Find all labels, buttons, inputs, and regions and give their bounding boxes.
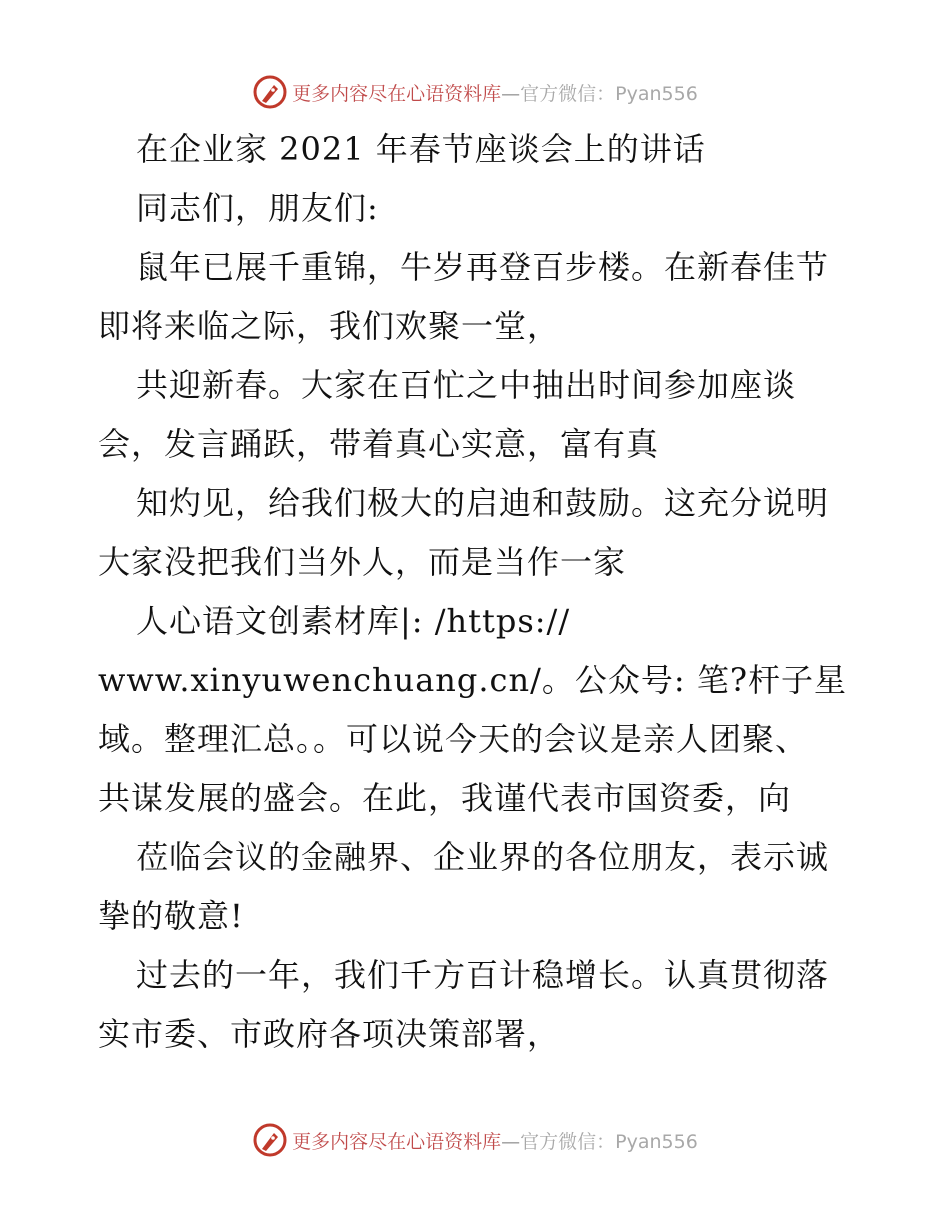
text-line: www.xinyuwenchuang.cn/。公众号: 笔?杆子星 xyxy=(98,661,847,699)
text-line: 共迎新春。大家在百忙之中抽出时间参加座谈 xyxy=(136,366,797,404)
pen-nib-logo-icon xyxy=(252,1122,288,1158)
text-line: 实市委、市政府各项决策部署， xyxy=(98,1015,561,1053)
footer-text xyxy=(292,1127,698,1154)
text-line: 鼠年已展千重锦，牛岁再登百步楼。在新春佳节 xyxy=(136,248,830,286)
footer-banner xyxy=(0,1118,950,1162)
footer-separator: — xyxy=(501,1130,521,1153)
header-contact: 官方微信：Pyan556 xyxy=(520,82,698,105)
text-line: 过去的一年，我们千方百计稳增长。认真贯彻落 xyxy=(136,956,830,994)
header-slogan: 更多内容尽在心语资料库 xyxy=(292,82,502,105)
footer-slogan: 更多内容尽在心语资料库 xyxy=(292,1130,502,1153)
header-banner xyxy=(0,70,950,114)
text-line: 即将来临之际，我们欢聚一堂， xyxy=(98,307,561,345)
text-line: 会，发言踊跃，带着真心实意，富有真 xyxy=(98,425,660,463)
header-text xyxy=(292,79,698,106)
text-line: 挚的敬意! xyxy=(98,897,244,935)
text-line: 同志们，朋友们: xyxy=(136,189,379,227)
text-line: 共谋发展的盛会。在此，我谨代表市国资委，向 xyxy=(98,779,792,817)
footer-contact: 官方微信：Pyan556 xyxy=(520,1130,698,1153)
text-line: 人心语文创素材库|: /https:// xyxy=(136,602,571,640)
footer-banner-inner xyxy=(252,1122,698,1158)
document-body xyxy=(98,120,858,1064)
text-line: 大家没把我们当外人，而是当作一家 xyxy=(98,543,627,581)
header-separator: — xyxy=(501,82,521,105)
document-title: 在企业家 2021 年春节座谈会上的讲话 xyxy=(136,130,706,168)
text-line: 域。整理汇总。。可以说今天的会议是亲人团聚、 xyxy=(98,720,809,758)
pen-nib-logo-icon xyxy=(252,74,288,110)
text-line: 知灼见，给我们极大的启迪和鼓励。这充分说明 xyxy=(136,484,830,522)
text-line: 莅临会议的金融界、企业界的各位朋友，表示诚 xyxy=(136,838,830,876)
header-banner-inner xyxy=(252,74,698,110)
